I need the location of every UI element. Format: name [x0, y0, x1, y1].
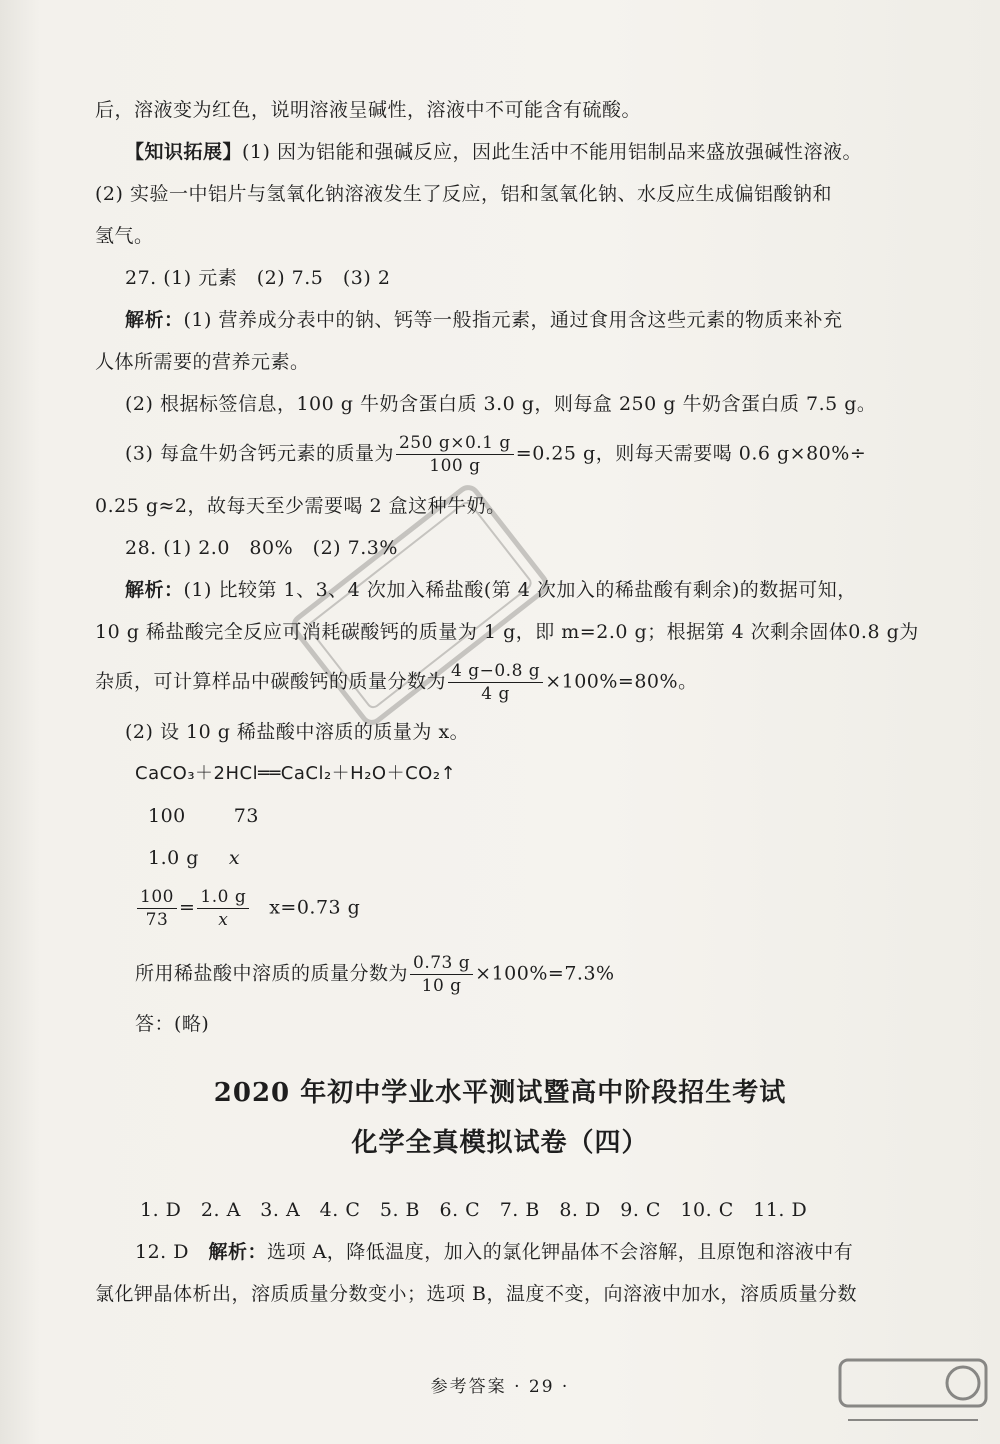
logo-icon	[838, 1356, 988, 1436]
text-line: 人体所需要的营养元素。	[95, 351, 310, 373]
fraction: $\frac{0.73 g}{10 g}$	[410, 952, 473, 997]
answer-omitted: 答：(略)	[135, 1013, 210, 1035]
corner-logo	[838, 1356, 988, 1436]
text-line: 氢气。	[95, 225, 154, 247]
chemical-equation: CaCO₃＋2HCl══CaCl₂＋H₂O＋CO₂↑	[135, 763, 457, 784]
ratio-row: 1.0 g x	[148, 847, 241, 869]
exam-subtitle: 化学全真模拟试卷（四）	[351, 1128, 649, 1158]
text-line: 后，溶液变为红色，说明溶液呈碱性，溶液中不可能含有硫酸。	[95, 99, 642, 121]
text-line: (2) 实验一中铝片与氢氧化钠溶液发生了反应，铝和氢氧化钠、水反应生成偏铝酸钠和	[95, 183, 832, 205]
fraction: $\frac{1.0 g}{x}$	[197, 886, 249, 931]
text-line: 氯化钾晶体析出，溶质质量分数变小；选项 B，温度不变，向溶液中加水，溶质质量分数	[95, 1283, 858, 1305]
formula-line: 杂质，可计算样品中碳酸钙的质量分数为 $\frac{4 g-0.8 g}{4 g}$ ×100%=80%。	[95, 661, 698, 704]
text-line: 10 g 稀盐酸完全反应可消耗碳酸钙的质量为 1 g，即 m=2.0 g；根据第 4 次剩余固体0.8 g为	[95, 621, 919, 643]
text-line: 【知识拓展】(1) 因为铝能和强碱反应，因此生活中不能用铝制品来盛放强碱性溶液。	[125, 141, 862, 163]
page-footer: 参考答案 · 29 ·	[430, 1377, 570, 1397]
ratio-row: 100 73	[148, 805, 259, 827]
answer-line: 28. (1) 2.0 80% (2) 7.3%	[125, 537, 398, 559]
analysis-tag: 解析：	[125, 579, 184, 601]
answer-key-row: 1. D 2. A 3. A 4. C 5. B 6. C 7. B 8. D 9. C 10. C 11. D	[140, 1199, 808, 1221]
analysis-tag: 解析：	[125, 309, 184, 331]
formula-line: (3) 每盒牛奶含钙元素的质量为 $\frac{250 g\times 0.1 g}{100 g}$ =0.25 g，则每天需要喝 0.6 g×80%÷	[125, 433, 867, 476]
gas-arrow-icon: ↑	[440, 763, 457, 784]
formula-line: 所用稀盐酸中溶质的质量分数为 $\frac{0.73 g}{10 g}$ ×100%=7.3%	[135, 953, 615, 996]
exam-title: 2020 年初中学业水平测试暨高中阶段招生考试	[213, 1078, 787, 1108]
text-line: (2) 设 10 g 稀盐酸中溶质的质量为 x。	[125, 721, 470, 743]
fraction: $\frac{100}{73}$	[137, 886, 177, 931]
text-line: 解析：(1) 营养成分表中的钠、钙等一般指元素，通过食用含这些元素的物质来补充	[125, 309, 843, 331]
analysis-tag: 解析：	[208, 1241, 268, 1263]
fraction: $\frac{4 g-0.8 g}{4 g}$	[448, 660, 543, 705]
text-line: 0.25 g≈2，故每天至少需要喝 2 盒这种牛奶。	[95, 495, 506, 517]
text-line: (2) 根据标签信息，100 g 牛奶含蛋白质 3.0 g，则每盒 250 g 牛奶含蛋白质 7.5 g。	[125, 393, 877, 415]
answer-line: 27. (1) 元素 (2) 7.5 (3) 2	[125, 267, 391, 289]
proportion-line: $\frac{100}{73}$ = $\frac{1.0 g}{x}$ x=0.73 g	[135, 886, 360, 931]
fraction: $\frac{250 g\times 0.1 g}{100 g}$	[396, 432, 514, 477]
text-line: 解析：(1) 比较第 1、3、4 次加入稀盐酸(第 4 次加入的稀盐酸有剩余)的数据可知，	[125, 579, 857, 601]
text-line: 12. D 解析：选项 A，降低温度，加入的氯化钾晶体不会溶解，且原饱和溶液中有	[135, 1241, 854, 1263]
section-tag: 【知识拓展】	[125, 141, 243, 163]
